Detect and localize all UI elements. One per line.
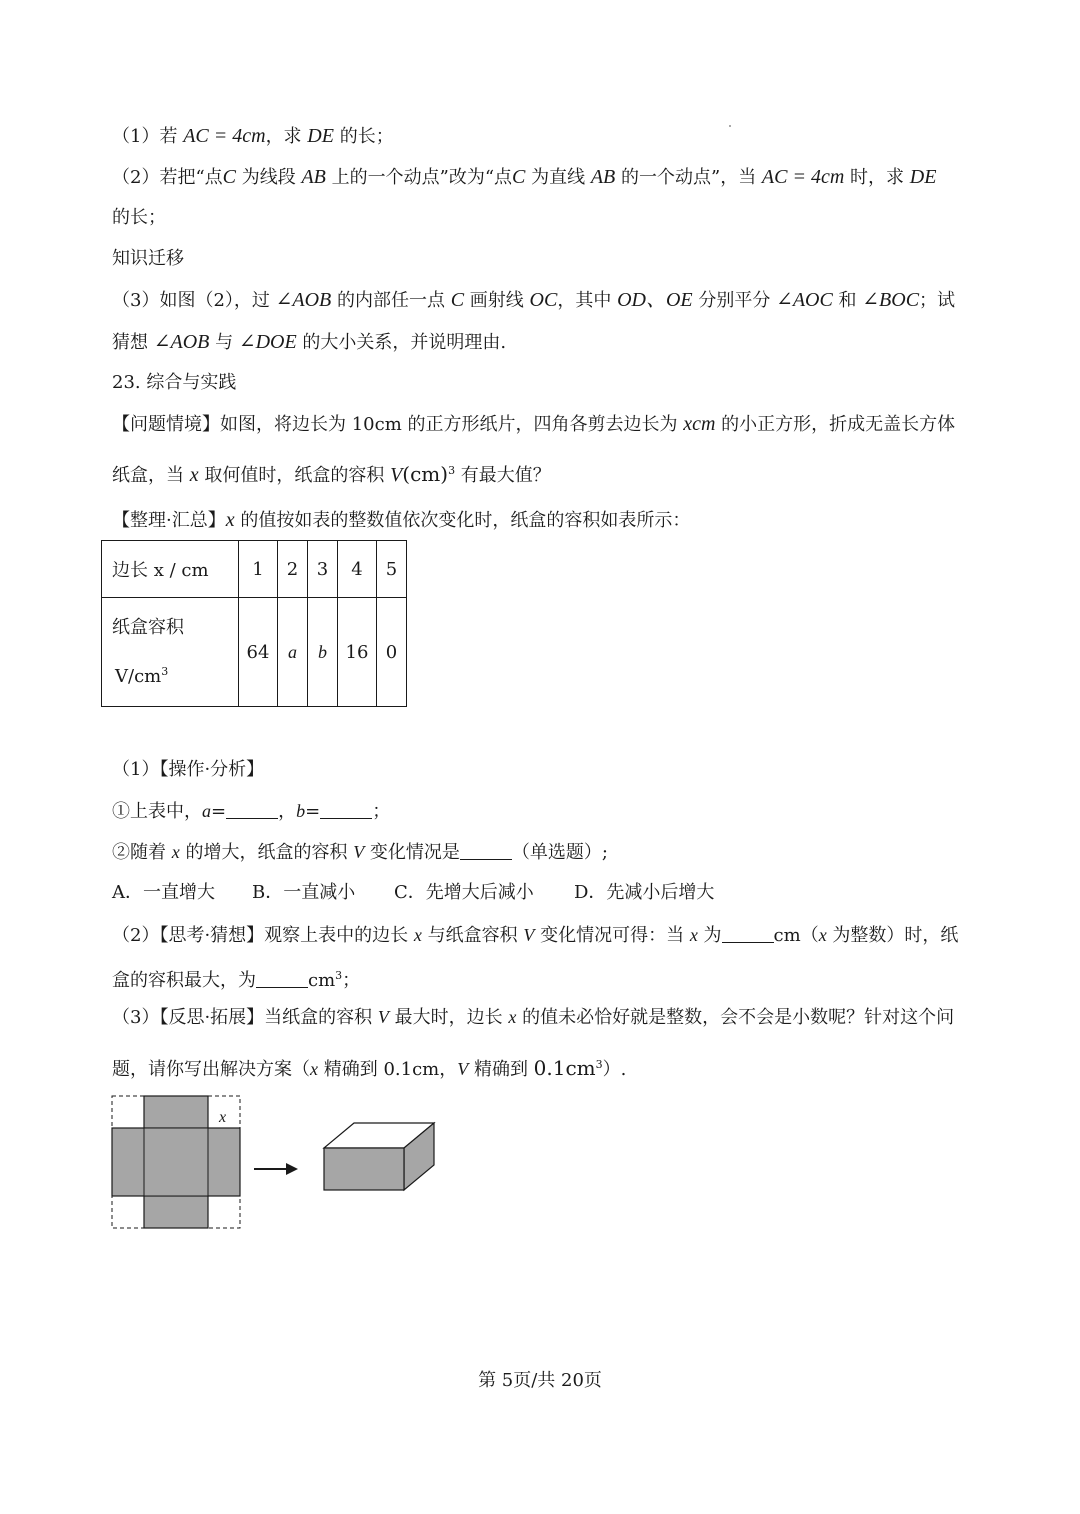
cut-corner — [112, 1096, 144, 1128]
v-cell: b — [308, 598, 338, 707]
x-cell: 1 — [239, 541, 278, 598]
q23-problem-line1: 【问题情境】如图，将边长为 10cm 的正方形纸片，四角各剪去边长为 xcm 的小正方形，折成无盖长方体 — [112, 413, 956, 435]
speck — [729, 125, 731, 127]
answer-blank-max[interactable] — [256, 969, 308, 988]
option-c[interactable]: C．先增大后减小 — [394, 882, 534, 903]
cut-corner — [208, 1196, 240, 1228]
corner-label-x: x — [219, 1109, 227, 1126]
row-label-v-line1: 纸盒容积 — [112, 616, 184, 638]
answer-blank-trend[interactable] — [460, 841, 512, 860]
cut-corner — [112, 1196, 144, 1228]
volume-table — [101, 540, 407, 707]
net-base — [144, 1128, 208, 1196]
section-heading: 知识迁移 — [112, 248, 184, 269]
v-cell: a — [278, 598, 308, 707]
q22-part3-line1: （3）如图（2），过 ∠AOB 的内部任一点 C 画射线 OC，其中 OD、OE 分别平分 ∠AOC 和 ∠BOC；试 — [112, 289, 956, 311]
q3-line1: （3）【反思·拓展】当纸盒的容积 V 最大时，边长 x 的值未必恰好就是整数，会不会是小数呢？针对这个问 — [112, 1007, 955, 1028]
q23-title: 23. 综合与实践 — [112, 372, 237, 393]
v-cell: 16 — [338, 598, 377, 707]
arrow-head — [286, 1163, 298, 1175]
answer-blank-x[interactable] — [722, 924, 774, 943]
q22-part2-line2: 的长； — [112, 207, 166, 228]
box-front — [324, 1148, 404, 1190]
q23-problem-line2: 纸盒，当 x 取何值时，纸盒的容积 V(cm)$^3$ 有最大值？ — [112, 462, 551, 486]
option-b[interactable]: B．一直减小 — [252, 882, 356, 903]
q1-heading: （1）【操作·分析】 — [112, 759, 265, 780]
table-row-x — [102, 541, 407, 598]
q1-item1: ①上表中，a= ，b= ； — [112, 801, 391, 822]
row-label-v — [102, 598, 239, 707]
q2-line1: （2）【思考·猜想】观察上表中的边长 x 与纸盒容积 V 变化情况可得：当 x 为 cm（x 为整数）时，纸 — [112, 925, 959, 946]
table-row-v — [102, 598, 407, 707]
answer-blank-b[interactable] — [320, 800, 372, 819]
q22-part1: （1）若 AC = 4cm，求 DE 的长； — [112, 125, 394, 147]
box-figure — [104, 1088, 444, 1238]
q1-options — [112, 880, 714, 906]
q22-part2-line1: （2）若把“点C 为线段 AB 上的一个动点”改为“点C 为直线 AB 的一个动点”，当 AC = 4cm 时，求 DE — [112, 166, 937, 188]
v-cell: 64 — [239, 598, 278, 707]
q1-item2: ②随着 x 的增大，纸盒的容积 V 变化情况是 （单选题）; — [112, 842, 608, 863]
x-cell: 2 — [278, 541, 308, 598]
x-cell: 4 — [338, 541, 377, 598]
x-cell: 5 — [377, 541, 407, 598]
page-footer: 第 5页/共 20页 — [478, 1370, 602, 1391]
q3-line2: 题，请你写出解决方案（x 精确到 0.1cm，V 精确到 $0.1cm^3$）. — [112, 1056, 627, 1080]
q22-part3-line2: 猜想 ∠AOB 与 ∠DOE 的大小关系，并说明理由. — [112, 331, 507, 353]
option-d[interactable]: D．先减小后增大 — [574, 882, 715, 903]
v-cell: 0 — [377, 598, 407, 707]
row-label-x: 边长 x / cm — [102, 541, 239, 598]
option-a[interactable]: A．一直增大 — [112, 882, 215, 903]
answer-blank-a[interactable] — [226, 800, 278, 819]
q23-summary: 【整理·汇总】x 的值按如表的整数值依次变化时，纸盒的容积如表所示： — [112, 509, 691, 531]
row-label-v-line2: $V/cm^3$ — [115, 664, 169, 687]
x-cell: 3 — [308, 541, 338, 598]
q2-line2: 盒的容积最大，为 $cm^3$； — [112, 969, 361, 991]
